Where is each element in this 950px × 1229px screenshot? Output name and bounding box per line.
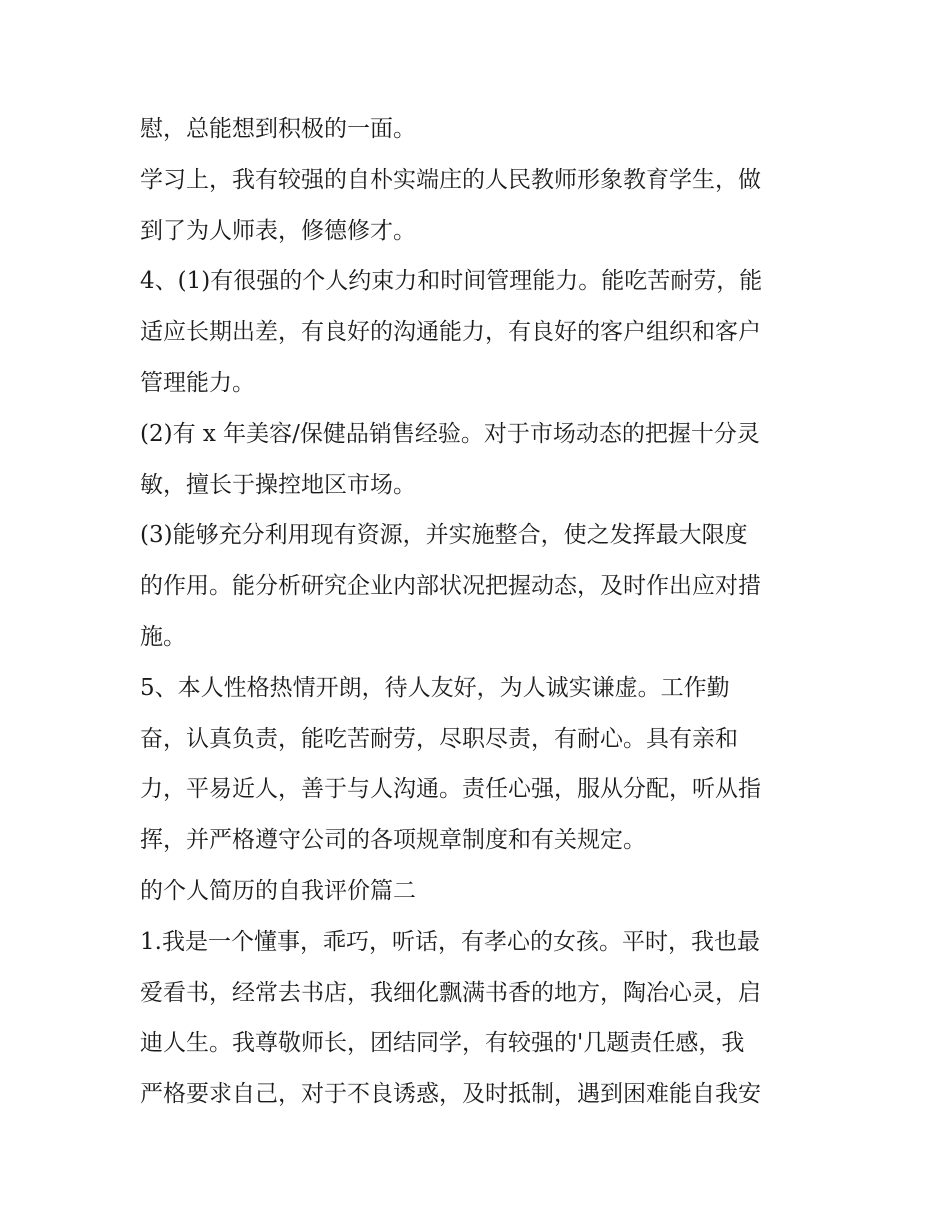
text-line: (2)有 x 年美容/保健品销售经验。对于市场动态的把握十分灵 bbox=[140, 420, 760, 447]
text-line: 5、本人性格热情开朗，待人友好，为人诚实谦虚。工作勤 bbox=[140, 674, 730, 701]
text-line: 慰，总能想到积极的一面。 bbox=[140, 116, 416, 142]
section-heading: 的个人简历的自我评价篇二 bbox=[140, 877, 416, 904]
text-line: 挥，并严格遵守公司的各项规章制度和有关规定。 bbox=[140, 827, 646, 854]
text-line: 4、(1)有很强的个人约束力和时间管理能力。能吃苦耐劳，能 bbox=[140, 268, 763, 295]
text-line: 1.我是一个懂事，乖巧，听话，有孝心的女孩。平时，我也最 bbox=[140, 928, 760, 955]
text-line: 的作用。能分析研究企业内部状况把握动态，及时作出应对措 bbox=[140, 573, 761, 600]
text-line: 学习上，我有较强的自朴实端庄的人民教师形象教育学生，做 bbox=[140, 166, 761, 193]
text-line: 敏，擅长于操控地区市场。 bbox=[140, 471, 416, 498]
text-line: 到了为人师表，修德修才。 bbox=[140, 217, 416, 244]
text-line: 施。 bbox=[140, 623, 186, 650]
text-line: (3)能够充分利用现有资源，并实施整合，使之发挥最大限度 bbox=[140, 522, 748, 549]
text-line: 严格要求自己，对于不良诱惑，及时抵制，遇到困难能自我安 bbox=[140, 1081, 761, 1108]
text-line: 爱看书，经常去书店，我细化飘满书香的地方，陶冶心灵，启 bbox=[140, 979, 761, 1006]
text-line: 适应长期出差，有良好的沟通能力，有良好的客户组织和客户 bbox=[140, 319, 761, 346]
document-body bbox=[140, 104, 820, 1120]
text-line: 管理能力。 bbox=[140, 369, 255, 396]
text-line: 力，平易近人，善于与人沟通。责任心强，服从分配，听从指 bbox=[140, 776, 761, 803]
text-line: 奋，认真负责，能吃苦耐劳，尽职尽责，有耐心。具有亲和 bbox=[140, 725, 738, 752]
text-line: 迪人生。我尊敬师长，团结同学，有较强的'几题责任感，我 bbox=[140, 1030, 745, 1057]
